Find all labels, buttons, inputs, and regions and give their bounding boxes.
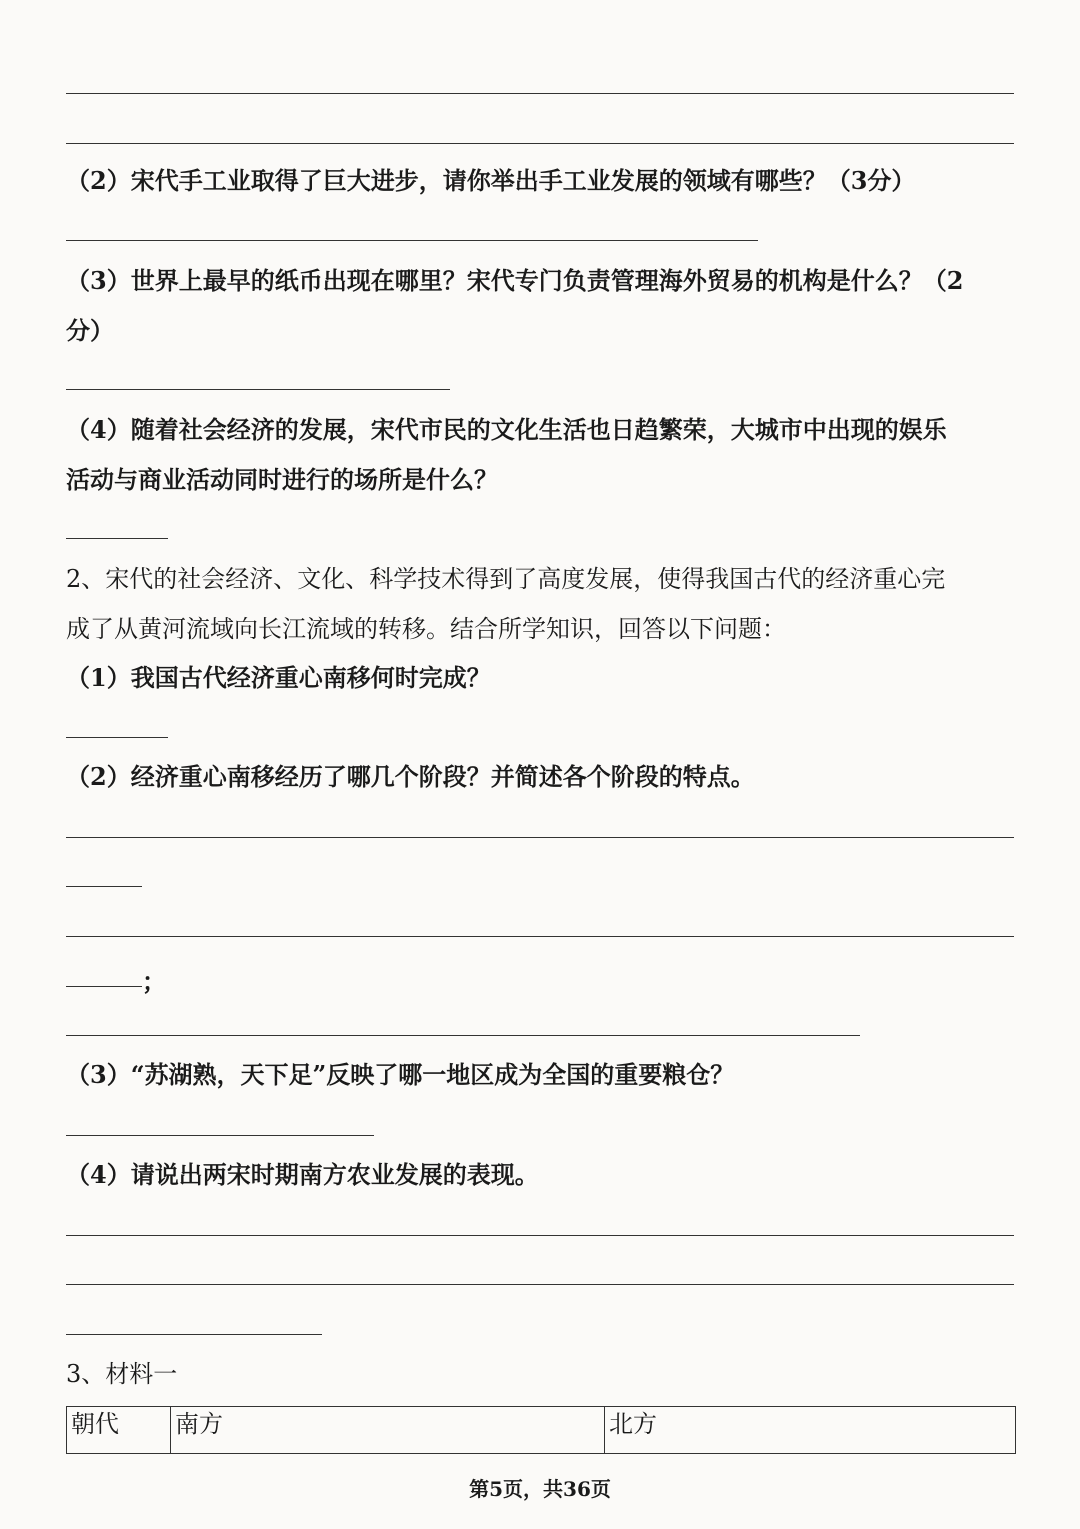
q2-sub1: （1）我国古代经济重心南移何时完成？: [66, 663, 491, 692]
q1-sub4-line2: 活动与商业活动同时进行的场所是什么？: [66, 465, 498, 494]
answer-line: [66, 1135, 374, 1136]
table-header-dynasty: 朝代: [67, 1407, 171, 1453]
answer-line: [66, 886, 142, 887]
q3-intro: 3、材料一: [66, 1360, 178, 1388]
answer-line: [66, 1235, 1014, 1236]
answer-line: [66, 1035, 860, 1036]
table-header-south: 南方: [171, 1407, 605, 1453]
answer-line: [66, 737, 168, 738]
q2-intro-line1: 2、宋代的社会经济、文化、科学技术得到了高度发展，使得我国古代的经济重心完: [66, 565, 946, 593]
q2-sub4: （4）请说出两宋时期南方农业发展的表现。: [66, 1160, 539, 1189]
answer-line: [66, 143, 1014, 144]
q2-sub2: （2）经济重心南移经历了哪几个阶段？并简述各个阶段的特点。: [66, 762, 755, 791]
answer-line: [66, 389, 450, 390]
page-number: 第5页，共36页: [469, 1477, 611, 1501]
answer-line: [66, 538, 168, 539]
material-table: [66, 1406, 1016, 1454]
q1-sub4-line1: （4）随着社会经济的发展，宋代市民的文化生活也日趋繁荣，大城市中出现的娱乐: [66, 415, 947, 444]
q2-intro-line2: 成了从黄河流域向长江流域的转移。结合所学知识，回答以下问题：: [66, 615, 786, 643]
answer-line: [66, 936, 1014, 937]
answer-line: [66, 1334, 322, 1335]
answer-line: [66, 986, 142, 987]
q2-sub3: （3）“苏湖熟，天下足”反映了哪一地区成为全国的重要粮仓？: [66, 1060, 735, 1089]
answer-line: [66, 93, 1014, 94]
q1-sub3-line2: 分）: [66, 316, 114, 345]
q1-sub2: （2）宋代手工业取得了巨大进步，请你举出手工业发展的领域有哪些？（3分）: [66, 166, 916, 195]
answer-line: [66, 837, 1014, 838]
answer-line: [66, 1284, 1014, 1285]
answer-line: [66, 240, 758, 241]
table-header-north: 北方: [609, 1410, 657, 1438]
semicolon: ；: [142, 967, 166, 996]
q1-sub3-line1: （3）世界上最早的纸币出现在哪里？宋代专门负责管理海外贸易的机构是什么？（2: [66, 266, 964, 295]
